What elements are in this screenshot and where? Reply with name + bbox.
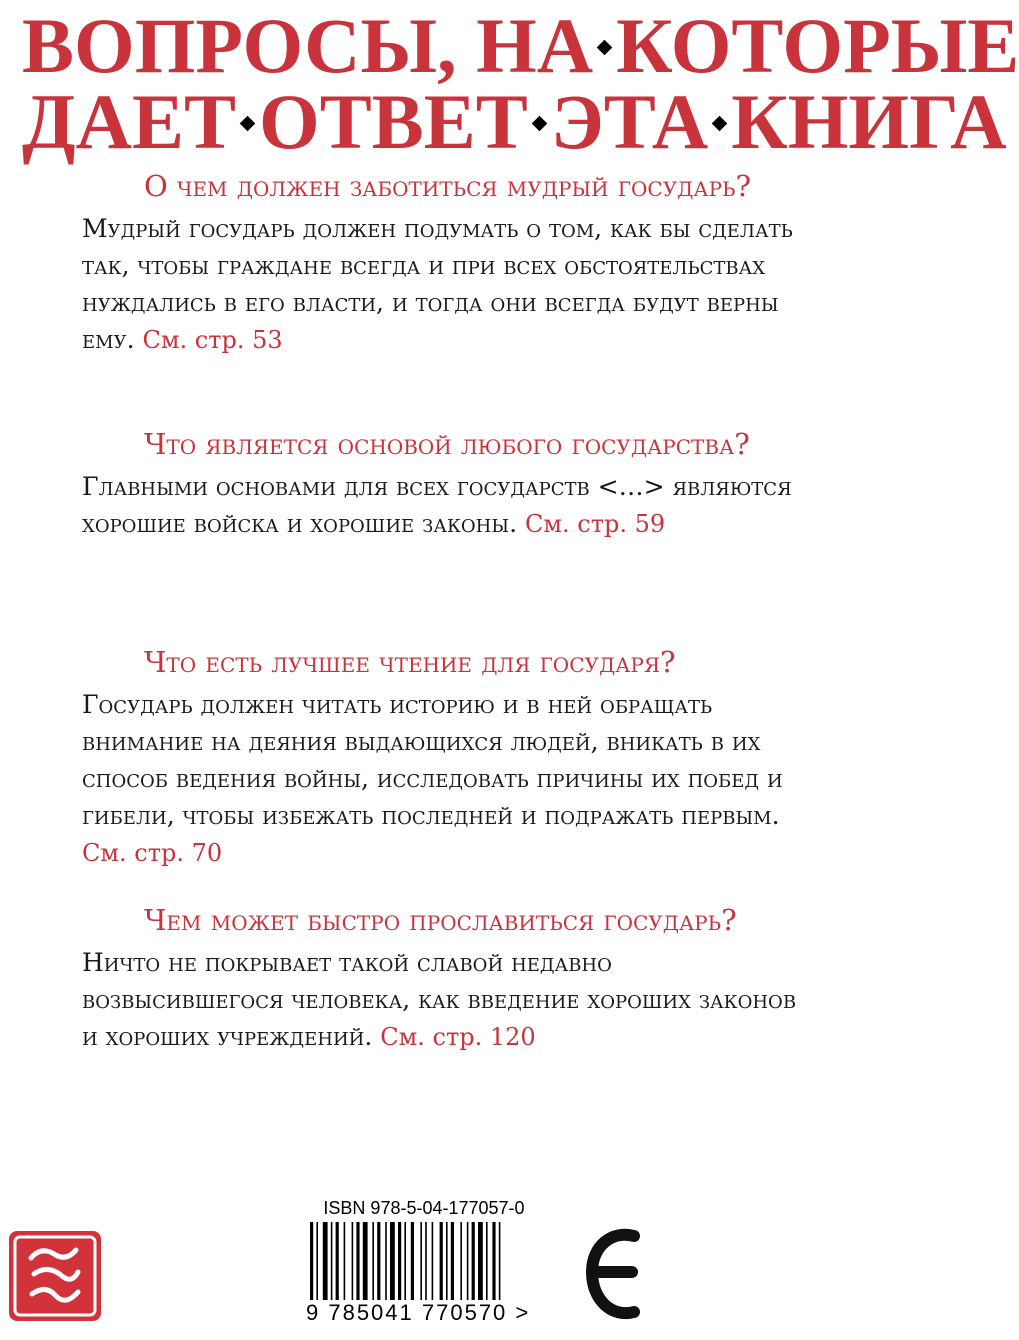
question: Чем может быстро прославиться государь? <box>144 903 737 937</box>
qa-block <box>82 902 812 1056</box>
barcode-bar <box>499 1222 501 1300</box>
barcode-bar <box>310 1222 313 1300</box>
isbn-label: ISBN 978-5-04-177057-0 <box>323 1198 525 1218</box>
answer: Ничто не покрывает такой славой недавно возвысившегося человека, как введение хороших законов и хороших учреждений. См. стр. 120 <box>82 948 797 1051</box>
qa-block <box>82 168 812 359</box>
answer: Мудрый государь должен подумать о том, как бы сделать так, чтобы граждане всегда и при всех обстоятельствах нуждались в его власти, и тогда они всегда будут верны ему. См. стр. 53 <box>82 214 793 354</box>
barcode-bar <box>420 1222 422 1300</box>
barcode-bar <box>323 1222 328 1300</box>
barcode-bar <box>352 1222 354 1300</box>
barcode-bar <box>492 1222 495 1300</box>
answer: Государь должен читать историю и в ней обращать внимание на деяния выдающихся людей, вникать в их способ ведения войны, исследовать причины их побед и гибели, чтобы избежать последней и подражать первым. См. стр. 70 <box>82 690 783 867</box>
barcode-bar <box>372 1222 374 1300</box>
answer: Главными основами для всех государств <…> являются хорошие войска и хорошие законы. См. стр. 59 <box>82 472 792 538</box>
diamond-separator-icon <box>240 115 256 131</box>
barcode-bar <box>440 1222 443 1300</box>
page-title <box>22 2 1019 165</box>
page-reference: См. стр. 70 <box>82 839 223 867</box>
barcode-bar <box>432 1222 434 1300</box>
diamond-separator-icon <box>532 115 548 131</box>
page-reference: См. стр. 53 <box>142 326 283 354</box>
barcode-bar <box>486 1222 488 1300</box>
barcode-bar <box>390 1222 395 1300</box>
barcode-bar <box>336 1222 339 1300</box>
barcode-bar <box>385 1222 387 1300</box>
barcode-bar <box>467 1222 469 1300</box>
barcode-bar <box>446 1222 448 1300</box>
eksmo-logo-icon <box>582 1222 648 1326</box>
question: О чем должен заботиться мудрый государь? <box>144 169 752 203</box>
barcode-bars <box>310 1222 534 1300</box>
barcode-bar <box>425 1222 427 1300</box>
barcode-bar <box>404 1222 406 1300</box>
barcode-bar <box>472 1222 475 1300</box>
diamond-separator-icon <box>712 115 728 131</box>
barcode <box>306 1198 542 1336</box>
page-reference: См. стр. 120 <box>380 1023 536 1051</box>
barcode-bar <box>398 1222 401 1300</box>
page-reference: См. стр. 59 <box>524 510 666 538</box>
question: Что есть лучшее чтение для государя? <box>144 645 676 679</box>
barcode-bar <box>356 1222 359 1300</box>
barcode-bar <box>331 1222 333 1300</box>
barcode-bar <box>478 1222 483 1300</box>
qa-block <box>82 426 812 543</box>
diamond-separator-icon <box>597 39 613 55</box>
barcode-bar <box>316 1222 318 1300</box>
question: Что является основой любого государства? <box>144 427 750 461</box>
barcode-bar <box>460 1222 462 1300</box>
barcode-bar <box>411 1222 414 1300</box>
title-line-1: ВОПРОСЫ, НА КОТОРЫЕ <box>22 2 1019 89</box>
barcode-bar <box>344 1222 346 1300</box>
publisher-seal-icon <box>6 1228 104 1324</box>
isbn-digits: 9 785041 770570 > <box>306 1300 531 1325</box>
barcode-bar <box>377 1222 380 1300</box>
barcode-bar <box>363 1222 368 1300</box>
barcode-bar <box>451 1222 454 1300</box>
title-line-2: ДАЕТ ОТВЕТ ЭТА КНИГА <box>22 78 1007 165</box>
qa-block <box>82 644 812 872</box>
